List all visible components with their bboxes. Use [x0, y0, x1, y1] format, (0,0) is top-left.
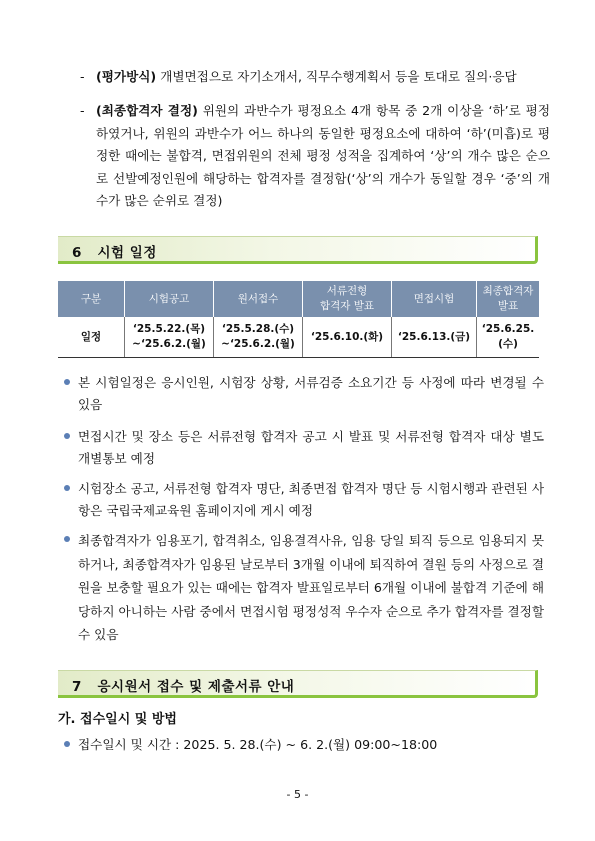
table-cell	[125, 317, 214, 358]
header-cell	[125, 281, 214, 317]
note-text: 본 시험일정은 응시인원, 시험장 상황, 서류검증 소요기간 등 사정에 따라 변경될 수 있음	[78, 375, 544, 412]
document-result-date: ‘25.6.10.(화)	[310, 330, 384, 343]
header-interview: 면접시험	[413, 292, 455, 305]
final-decision-label: (최종합격자 결정)	[96, 103, 198, 118]
header-announcement: 시험공고	[148, 292, 190, 305]
dash-marker: -	[80, 69, 85, 84]
evaluation-method-item	[80, 66, 550, 88]
bullet-dot-icon	[64, 536, 70, 542]
subsection-heading: 가. 접수일시 및 방법	[58, 712, 177, 727]
section-6-title	[72, 241, 157, 261]
table-cell	[392, 317, 477, 358]
row-label: 일정	[80, 330, 102, 343]
header-cell	[392, 281, 477, 317]
bullet-dot-icon	[64, 379, 70, 385]
announcement-date: ‘25.5.22.(목) ~‘25.6.2.(월)	[132, 323, 206, 350]
header-application: 원서접수	[237, 292, 279, 305]
evaluation-method-label: (평가방식)	[96, 69, 157, 84]
note-item	[64, 426, 544, 469]
interview-date: ‘25.6.13.(금)	[397, 330, 471, 343]
note-item	[64, 529, 544, 647]
table-cell	[214, 317, 303, 358]
page-number: - 5 -	[286, 788, 309, 801]
dash-marker: -	[80, 103, 85, 118]
reception-text: 접수일시 및 시간 : 2025. 5. 28.(수) ~ 6. 2.(월) 09:00~18:00	[78, 737, 438, 752]
table-cell	[58, 317, 125, 358]
header-cell	[303, 281, 392, 317]
section-title-text: 시험 일정	[97, 245, 157, 261]
note-item	[64, 478, 544, 521]
final-result-date: ‘25.6.25.(수)	[481, 323, 535, 350]
final-decision-text: 위원의 과반수가 평정요소 4개 항목 중 2개 이상을 ‘하’로 평정하였거나, 위원의 과반수가 어느 하나의 동일한 평정요소에 대하여 ‘하’(미흡)로 평정한 때에는 불합격, 면접위원의 전체 평정 성적을 집계하여 ‘상’의 개수 많은 순으로 선발예정인원에 해당하는 합격자를 결정함(‘상’의 개수가 동일할 경우 ‘중’의 개수가 많은 순위로 결정)	[96, 103, 551, 208]
table-cell	[477, 317, 540, 358]
evaluation-method-text: 개별면접으로 자기소개서, 직무수행계획서 등을 토대로 질의·응답	[156, 69, 517, 84]
section-number: 6	[72, 245, 82, 261]
header-final-result: 최종합격자 발표	[482, 285, 534, 312]
application-date: ‘25.5.28.(수) ~‘25.6.2.(월)	[221, 323, 295, 350]
note-text: 면접시간 및 장소 등은 서류전형 합격자 공고 시 발표 및 서류전형 합격자 대상 별도 개별통보 예정	[78, 429, 544, 466]
note-item	[64, 372, 544, 415]
header-cell	[214, 281, 303, 317]
table-row	[58, 317, 539, 358]
reception-item	[64, 734, 544, 756]
section-6-header	[58, 236, 538, 264]
schedule-header-row	[58, 281, 539, 317]
section-7-title	[72, 675, 294, 695]
header-cell	[58, 281, 125, 317]
bullet-dot-icon	[64, 433, 70, 439]
header-cell	[477, 281, 540, 317]
schedule-table	[58, 281, 539, 358]
section-7-header	[58, 670, 538, 698]
final-decision-item	[80, 100, 550, 213]
section-number: 7	[72, 679, 82, 695]
bullet-dot-icon	[64, 485, 70, 491]
table-cell	[303, 317, 392, 358]
note-text: 시험장소 공고, 서류전형 합격자 명단, 최종면접 합격자 명단 등 시험시행과 관련된 사항은 국립국제교육원 홈페이지에 게시 예정	[78, 481, 544, 518]
header-document-result: 서류전형 합격자 발표	[319, 285, 375, 312]
bullet-dot-icon	[64, 741, 70, 747]
note-text: 최종합격자가 임용포기, 합격취소, 임용결격사유, 임용 당일 퇴직 등으로 임용되지 못하거나, 최종합격자가 임용된 날로부터 3개월 이내에 퇴직하여 결원 등의 사정으로 결원을 보충할 필요가 있는 때에는 합격자 발표일로부터 6개월 이내에 불합격 기준에 해당하지 아니하는 사람 중에서 면접시험 평정성적 우수자 순으로 추가 합격자를 결정할 수 있음	[78, 533, 544, 642]
header-category: 구분	[80, 292, 102, 305]
section-title-text: 응시원서 접수 및 제출서류 안내	[97, 679, 295, 695]
